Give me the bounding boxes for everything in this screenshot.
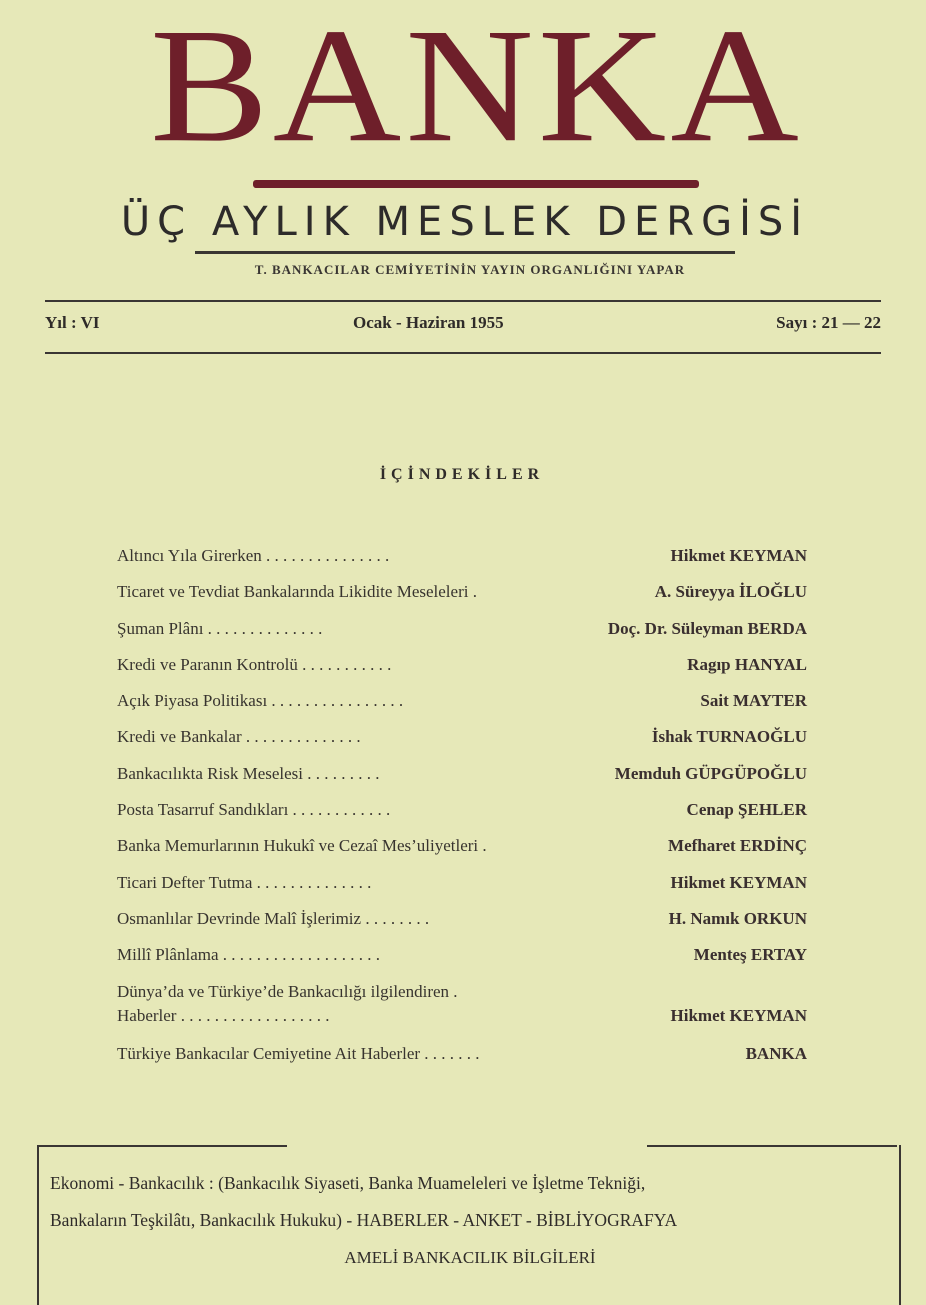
- toc-item-title: Posta Tasarruf Sandıkları . . . . . . . . . . . .: [117, 800, 391, 820]
- toc-item-author: Cenap ŞEHLER: [686, 800, 807, 820]
- toc-item-title: Ticaret ve Tevdiat Bankalarında Likidite Meseleleri .: [117, 582, 477, 602]
- toc-item-title: Osmanlılar Devrinde Malî İşlerimiz . . . . . . . .: [117, 908, 430, 928]
- toc-item-title: Millî Plânlama . . . . . . . . . . . . . . . . . . .: [117, 945, 381, 965]
- toc-item: [117, 945, 807, 981]
- issue-info-row: [45, 313, 881, 339]
- publisher-tagline: T. BANKACILAR CEMİYETİNİN YAYIN ORGANLIĞINI YAPAR: [254, 262, 686, 277]
- toc-item: [117, 1044, 807, 1080]
- magazine-subtitle: ÜÇ AYLIK MESLEK DERGİSİ: [120, 199, 810, 245]
- toc-item-author: İshak TURNAOĞLU: [651, 727, 807, 747]
- toc-item: [117, 546, 807, 582]
- toc-item: [117, 727, 807, 763]
- subjects-line-1: Ekonomi - Bankacılık : (Bankacılık Siyaseti, Banka Muameleleri ve İşletme Tekniği,: [50, 1173, 646, 1193]
- toc-item: [117, 691, 807, 727]
- toc-title: İÇİNDEKİLER: [379, 466, 545, 483]
- toc-item: [117, 582, 807, 618]
- subjects-line-2: Bankaların Teşkilâtı, Bankacılık Hukuku) - HABERLER - ANKET - BİBLİYOGRAFYA: [50, 1210, 678, 1230]
- toc-item-author: Menteş ERTAY: [693, 945, 807, 965]
- masthead-underline: [253, 180, 699, 188]
- toc-item: [117, 873, 807, 909]
- subjects-line-3: AMELİ BANKACILIK BİLGİLERİ: [344, 1248, 596, 1267]
- toc-item-author: BANKA: [745, 1043, 807, 1063]
- toc-item: [117, 619, 807, 655]
- toc-item-author: A. Süreyya İLOĞLU: [654, 582, 807, 602]
- toc-item-title: Açık Piyasa Politikası . . . . . . . . . . . . . . . .: [117, 691, 404, 711]
- toc-item-author: Memduh GÜPGÜPOĞLU: [614, 763, 807, 783]
- toc-item-title: Ticari Defter Tutma . . . . . . . . . . . . . .: [117, 872, 372, 892]
- toc-item-author: Ragıp HANYAL: [687, 654, 807, 674]
- toc-item-author: H. Namık ORKUN: [668, 908, 807, 928]
- subtitle-underline: [195, 251, 735, 254]
- toc-item-title-line1: Dünya’da ve Türkiye’de Bankacılığı ilgilendiren .: [117, 981, 458, 1001]
- toc-item-two-line: [117, 982, 807, 1042]
- issue-period: Ocak - Haziran 1955: [353, 313, 504, 332]
- toc-item-author: Hikmet KEYMAN: [670, 546, 807, 565]
- toc-item-title: Kredi ve Bankalar . . . . . . . . . . . . . .: [117, 727, 361, 747]
- issue-number: Sayı : 21 — 22: [776, 313, 881, 332]
- toc-item-author: Sait MAYTER: [700, 691, 807, 711]
- toc-item-title: Kredi ve Paranın Kontrolü . . . . . . . . . . .: [117, 654, 392, 674]
- toc-item-author: Hikmet KEYMAN: [670, 1005, 807, 1025]
- issue-year: Yıl : VI: [45, 313, 100, 332]
- toc-item-title: Şuman Plânı . . . . . . . . . . . . . .: [117, 618, 323, 638]
- toc-item: [117, 764, 807, 800]
- toc-item-title: Banka Memurlarının Hukukî ve Cezaî Mes’uliyetleri .: [117, 836, 487, 856]
- divider-bottom: [45, 352, 881, 354]
- toc-item: [117, 655, 807, 691]
- divider-top: [45, 300, 881, 302]
- toc-item: [117, 800, 807, 836]
- toc-item-title: Altıncı Yıla Girerken . . . . . . . . . . . . . . .: [117, 546, 390, 565]
- toc-item-title-line2: Haberler . . . . . . . . . . . . . . . . . .: [117, 1005, 330, 1025]
- toc-item-author: Doç. Dr. Süleyman BERDA: [607, 618, 807, 638]
- toc-item-author: Mefharet ERDİNÇ: [668, 836, 807, 856]
- toc-item-title: Türkiye Bankacılar Cemiyetine Ait Haberler . . . . . . .: [117, 1043, 480, 1063]
- toc-item-author: Hikmet KEYMAN: [670, 872, 807, 892]
- masthead-title: BANKA: [150, 0, 803, 177]
- table-of-contents: [117, 546, 817, 1080]
- toc-item-title: Bankacılıkta Risk Meselesi . . . . . . . . .: [117, 763, 380, 783]
- toc-item: [117, 909, 807, 945]
- toc-item: [117, 836, 807, 872]
